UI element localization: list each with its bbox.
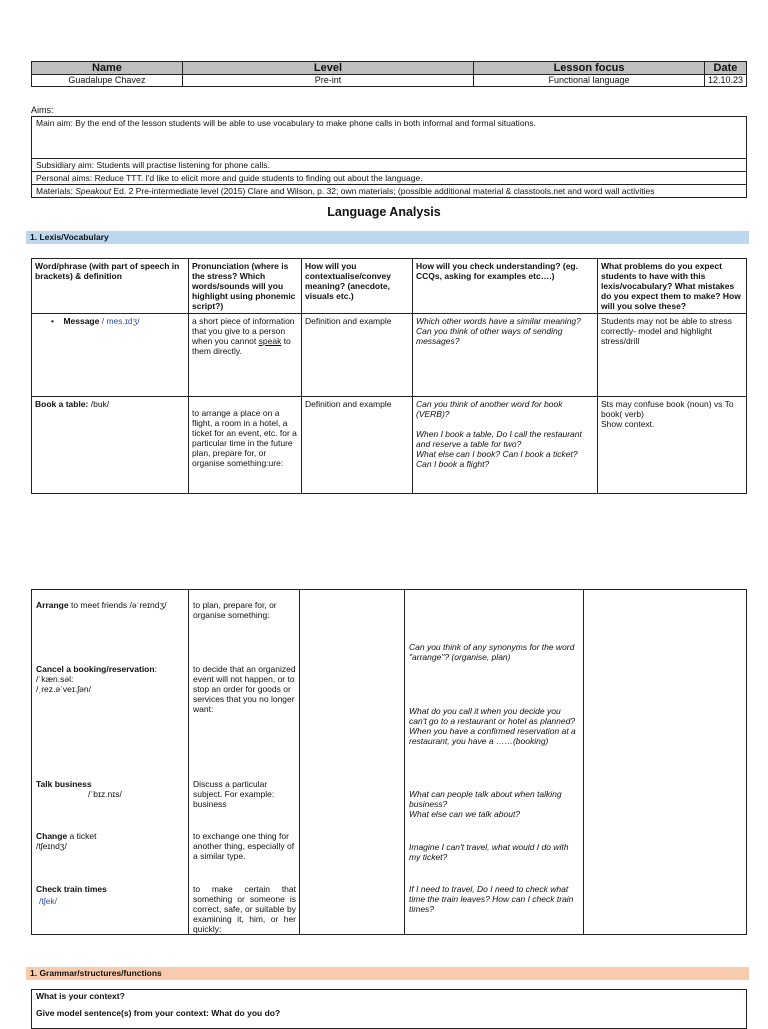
subsidiary-aim: Subsidiary aim: Students will practise listening for phone calls. — [32, 159, 747, 172]
lesson-header-table — [31, 61, 747, 87]
aims-table — [31, 116, 747, 198]
page-title: Language Analysis — [327, 205, 441, 219]
lexis-word-talk-business: Talk business /ˈbɪz.nɪs/ — [36, 779, 122, 799]
materials-label: Materials: — [36, 186, 76, 196]
lexis-problems: Sts may confuse book (noun) vs To book( verb) Show context. — [598, 397, 747, 494]
lexis-header-problems: What problems do you expect students to have with this lexis/vocabulary? What mistakes do you expect them to make? How will you solve these? — [598, 259, 747, 314]
lexis-word-arrange: Arrange to meet friends /əˈreɪndʒ/ — [36, 600, 167, 610]
lexis-ccq: If I need to travel, Do I need to check what time the train leaves? How can I check train times? — [409, 884, 574, 914]
lexis-definition: a short piece of information that you give to a person when you cannot speak to them directly. — [189, 314, 302, 397]
model-sentence-question: Give model sentence(s) from your context: What do you do? — [36, 1008, 281, 1018]
main-aim: Main aim: By the end of the lesson students will be able to use vocabulary to make phone calls in both informal and formal situations. — [32, 117, 747, 159]
value-name: Guadalupe Chavez — [32, 75, 183, 87]
lexis-problems: Students may not be able to stress correctly- model and highlight stress/drill — [598, 314, 747, 397]
lexis-convey-column — [300, 590, 405, 935]
lexis-ccq: Can you think of another word for book (VERB)? When I book a table, Do I call the restaurant and reserve a table for two? What else can I book? Can I book a ticket? Can I book a flight? — [413, 397, 598, 494]
lexis-ccq-column — [405, 590, 584, 935]
lexis-word: Book a table: /buk/ — [32, 397, 189, 494]
value-level: Pre-int — [182, 75, 473, 87]
materials — [32, 185, 747, 198]
lexis-definition: to make certain that something or someone is correct, safe, or suitable by examining it, him, or her quickly: — [193, 884, 296, 934]
lexis-ccq: Can you think of any synonyms for the word "arrange"? (organise, plan) — [409, 642, 575, 662]
materials-book: Speakout — [75, 186, 112, 196]
lexis-ccq: What can people talk about when talking business? What else can we talk about? — [409, 789, 562, 819]
materials-rest: Ed. 2 Pre-intermediate level (2015) Clare and Wilson, p. 32; own materials; (possible additional material & classtools.net and word wall activities — [111, 186, 655, 196]
lexis-convey: Definition and example — [302, 314, 413, 397]
header-name: Name — [32, 62, 183, 75]
lexis-ccq: Imagine I can't travel, what would I do with my ticket? — [409, 842, 569, 862]
header-date: Date — [704, 62, 746, 75]
lexis-definition: to arrange a place on a flight, a room in a hotel, a ticket for an event, etc. for a particular time in the future plan, prepare for, or organise something:ure: — [189, 397, 302, 494]
lexis-table — [31, 258, 747, 494]
lexis-word-column — [32, 590, 189, 935]
lexis-definition: Discuss a particular subject. For example: business — [193, 779, 275, 809]
lexis-definition: to decide that an organized event will not happen, or to stop an order for goods or services that you no longer want: — [193, 664, 296, 714]
table-row — [32, 397, 747, 494]
lexis-definition: to exchange one thing for another thing, especially of a similar type. — [193, 831, 295, 861]
header-lesson-focus: Lesson focus — [474, 62, 705, 75]
lexis-convey: Definition and example — [302, 397, 413, 494]
lexis-problems-column — [584, 590, 747, 935]
lexis-definition-column — [189, 590, 300, 935]
section-grammar-heading: 1. Grammar/structures/functions — [26, 967, 749, 980]
table-row — [32, 314, 747, 397]
lexis-word-check: Check train times /tʃek/ — [36, 884, 107, 906]
table-row — [32, 590, 747, 935]
personal-aims: Personal aims: Reduce TTT. I'd like to elicit more and guide students to finding out about the language. — [32, 172, 747, 185]
value-date: 12.10.23 — [704, 75, 746, 87]
lexis-header-convey: How will you contextualise/convey meaning? (anecdote, visuals etc.) — [302, 259, 413, 314]
lexis-ipa: / mes.ɪdʒ/ — [101, 316, 140, 326]
value-lesson-focus: Functional language — [474, 75, 705, 87]
lexis-definition: to plan, prepare for, or organise something: — [193, 600, 277, 620]
lexis-header-ccq: How will you check understanding? (eg. CCQs, asking for examples etc….) — [413, 259, 598, 314]
lexis-table-continued — [31, 589, 747, 935]
lexis-ccq: What do you call it when you decide you can't go to a restaurant or hotel as planned? When you have a confirmed reservation at a restaurant, you have a ……(booking) — [409, 706, 576, 746]
lexis-word-cancel: Cancel a booking/reservation: /ˈkæn.səl: /ˌrez.əˈveɪ.ʃən/ — [36, 664, 157, 694]
lexis-word-change: Change a ticket /tʃeɪndʒ/ — [36, 831, 97, 851]
lexis-header-word: Word/phrase (with part of speech in brackets) & definition — [32, 259, 189, 314]
section-lexis-heading: 1. Lexis/Vocabulary — [26, 231, 749, 244]
header-level: Level — [182, 62, 473, 75]
lexis-word-cell: • Message / mes.ɪdʒ/ — [32, 314, 189, 397]
lexis-header-pronunciation: Pronunciation (where is the stress? Which words/sounds will you highlight using phonemic script?) — [189, 259, 302, 314]
lexis-word: Message — [63, 316, 100, 326]
lexis-ccq: Which other words have a similar meaning? Can you think of other ways of sending messages? — [413, 314, 598, 397]
aims-label: Aims: — [31, 105, 54, 115]
context-question: What is your context? — [36, 991, 125, 1001]
context-box — [31, 989, 747, 1029]
